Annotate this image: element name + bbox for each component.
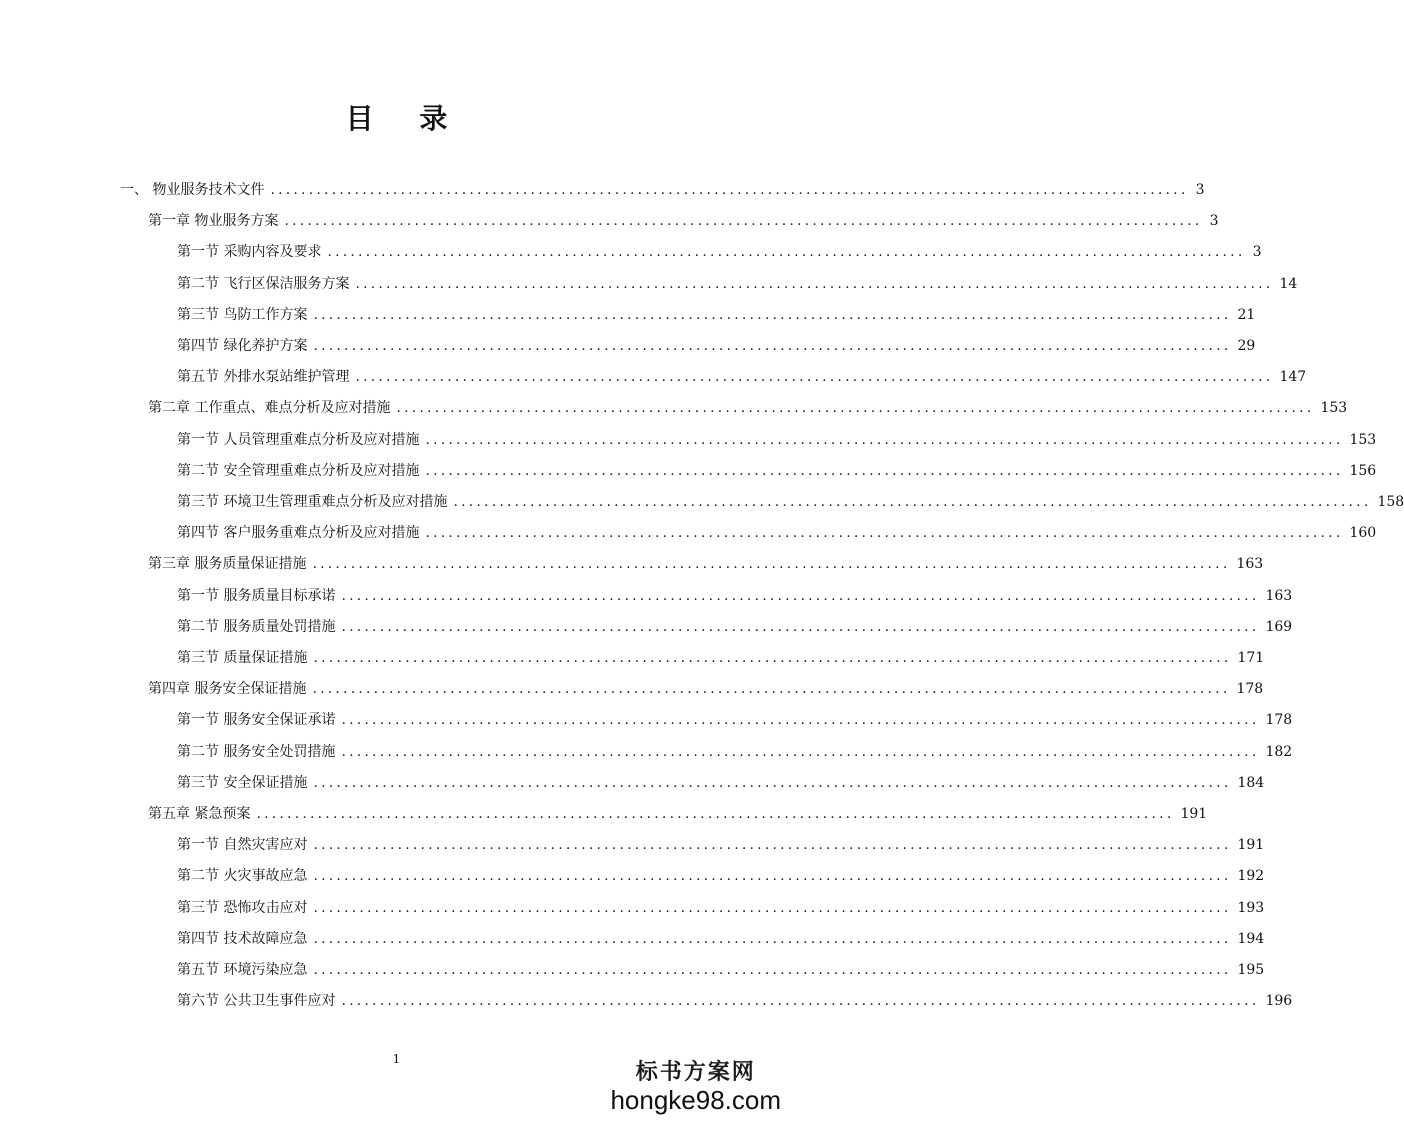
toc-entry-page: 194: [1237, 930, 1265, 947]
toc-leader-dots: ........................................................................................................................: [313, 338, 1232, 354]
toc-entry[interactable]: [177, 274, 1298, 294]
toc-leader-dots: ........................................................................................................................: [313, 306, 1232, 323]
toc-leader-dots: ........................................................................................................................: [355, 275, 1274, 292]
toc-entry-label: 第一章 物业服务方案: [148, 213, 279, 230]
toc-entry-page: 192: [1237, 868, 1265, 885]
toc-entry[interactable]: [177, 367, 1307, 387]
toc-entry[interactable]: [177, 929, 1265, 949]
toc-entry-page: 3: [1195, 182, 1205, 198]
toc-entry-label: 第五节 环境污染应急: [177, 962, 308, 978]
toc-leader-dots: ........................................................................................................................: [313, 774, 1232, 791]
toc-entry[interactable]: [177, 242, 1262, 262]
toc-entry[interactable]: [177, 336, 1256, 356]
toc-entry[interactable]: [177, 991, 1293, 1011]
toc-leader-dots: ........................................................................................................................: [425, 525, 1344, 542]
toc-entry-label: 第三节 安全保证措施: [177, 774, 308, 791]
watermark-brand: 标书方案网: [635, 1060, 756, 1085]
toc-entry-page: 160: [1349, 525, 1377, 542]
toc-entry-page: 178: [1265, 712, 1293, 729]
toc-entry-page: 163: [1236, 556, 1264, 573]
toc-entry-label: 第二节 服务安全处罚措施: [177, 743, 336, 760]
toc-entry[interactable]: [177, 492, 1404, 512]
toc-entry-page: 191: [1237, 837, 1265, 854]
toc-entry[interactable]: [177, 742, 1293, 762]
toc-leader-dots: ........................................................................................................................: [312, 556, 1231, 573]
toc-entry-page: 3: [1252, 244, 1262, 261]
toc-entry[interactable]: [177, 773, 1265, 793]
toc-entry-page: 184: [1237, 774, 1265, 791]
toc-entry[interactable]: [177, 960, 1265, 980]
toc-entry[interactable]: [177, 461, 1377, 481]
toc-leader-dots: ........................................................................................................................: [312, 681, 1231, 698]
toc-entry-label: 第四节 技术故障应急: [177, 930, 308, 947]
toc-entry-page: 191: [1180, 806, 1208, 822]
toc-leader-dots: ........................................................................................................................: [453, 494, 1372, 510]
toc-leader-dots: ........................................................................................................................: [313, 837, 1232, 854]
toc-entry-label: 第二节 飞行区保洁服务方案: [177, 275, 350, 292]
toc-entry-page: 147: [1279, 369, 1307, 386]
toc-entry[interactable]: [148, 211, 1219, 231]
toc-entry-label: 第四章 服务安全保证措施: [148, 681, 307, 698]
watermark-url: hongke98.com: [610, 1085, 781, 1115]
toc-entry[interactable]: [177, 710, 1293, 730]
toc-entry-page: 3: [1209, 213, 1219, 230]
toc-entry-label: 第一节 自然灾害应对: [177, 837, 308, 854]
toc-entry-label: 第四节 客户服务重难点分析及应对措施: [177, 525, 420, 542]
toc-entry[interactable]: [177, 617, 1293, 637]
toc-entry-page: 156: [1349, 462, 1377, 479]
toc-entry-label: 第三节 环境卫生管理重难点分析及应对措施: [177, 494, 448, 510]
toc-leader-dots: ........................................................................................................................: [341, 618, 1260, 635]
toc-entry[interactable]: [177, 866, 1265, 886]
toc-entry-label: 第四节 绿化养护方案: [177, 338, 308, 354]
toc-entry[interactable]: [177, 305, 1256, 325]
toc-entry-label: 第二节 服务质量处罚措施: [177, 618, 336, 635]
toc-entry[interactable]: [148, 679, 1264, 699]
toc-title: 目 录: [345, 102, 466, 135]
toc-leader-dots: ........................................................................................................................: [313, 899, 1232, 916]
toc-entry-page: 195: [1237, 962, 1265, 978]
toc-entry-label: 第一节 人员管理重难点分析及应对措施: [177, 431, 420, 448]
toc-entry-label: 第二节 火灾事故应急: [177, 868, 308, 885]
toc-entry-page: 153: [1349, 431, 1377, 448]
toc-entry[interactable]: [148, 554, 1264, 574]
toc-entry-label: 第三章 服务质量保证措施: [148, 556, 307, 573]
toc-entry-page: 21: [1237, 306, 1256, 323]
toc-entry-label: 第二节 安全管理重难点分析及应对措施: [177, 462, 420, 479]
toc-entry-page: 182: [1265, 743, 1293, 760]
toc-leader-dots: ........................................................................................................................: [313, 650, 1232, 666]
toc-leader-dots: ........................................................................................................................: [425, 431, 1344, 448]
toc-entry-page: 14: [1279, 275, 1298, 292]
watermark-logo: [610, 1055, 781, 1114]
toc-entry-label: 第三节 鸟防工作方案: [177, 306, 308, 323]
toc-entry-label: 第五章 紧急预案: [148, 806, 251, 822]
toc-entry-page: 158: [1377, 494, 1404, 510]
toc-entry-label: 第五节 外排水泵站维护管理: [177, 369, 350, 386]
toc-entry-label: 第六节 公共卫生事件应对: [177, 993, 336, 1010]
toc-entry-page: 153: [1320, 400, 1348, 417]
toc-entry-page: 193: [1237, 899, 1265, 916]
toc-entry-page: 169: [1265, 618, 1293, 635]
toc-leader-dots: ........................................................................................................................: [341, 712, 1260, 729]
toc-entry-label: 第一节 采购内容及要求: [177, 244, 322, 261]
toc-entry-page: 178: [1236, 681, 1264, 698]
toc-entry-page: 171: [1237, 650, 1265, 666]
page-number: 1: [392, 1052, 401, 1066]
toc-leader-dots: ........................................................................................................................: [284, 213, 1203, 230]
toc-leader-dots: ........................................................................................................................: [341, 993, 1260, 1010]
toc-leader-dots: ........................................................................................................................: [396, 400, 1315, 417]
toc-entry[interactable]: [177, 430, 1377, 450]
toc-leader-dots: ........................................................................................................................: [425, 462, 1344, 479]
toc-entry-label: 第一节 服务质量目标承诺: [177, 587, 336, 604]
toc-entry[interactable]: [177, 898, 1265, 918]
toc-leader-dots: ........................................................................................................................: [256, 806, 1175, 822]
toc-entry[interactable]: [177, 523, 1377, 543]
toc-leader-dots: ........................................................................................................................: [270, 182, 1189, 198]
toc-entry-page: 196: [1265, 993, 1293, 1010]
toc-entry-label: 第一节 服务安全保证承诺: [177, 712, 336, 729]
toc-entry-label: 一、 物业服务技术文件: [120, 182, 265, 198]
toc-entry-label: 第二章 工作重点、难点分析及应对措施: [148, 400, 391, 417]
toc-entry[interactable]: [177, 586, 1293, 606]
toc-entry[interactable]: [177, 648, 1265, 668]
toc-entry-page: 29: [1237, 338, 1256, 354]
toc-entry[interactable]: [177, 835, 1265, 855]
toc-leader-dots: ........................................................................................................................: [313, 930, 1232, 947]
toc-entry[interactable]: [120, 180, 1205, 200]
toc-leader-dots: ........................................................................................................................: [313, 868, 1232, 885]
toc-entry[interactable]: [148, 804, 1208, 824]
toc-leader-dots: ........................................................................................................................: [341, 743, 1260, 760]
toc-leader-dots: ........................................................................................................................: [327, 244, 1246, 261]
toc-leader-dots: ........................................................................................................................: [355, 369, 1274, 386]
toc-entry[interactable]: [148, 398, 1348, 418]
toc-leader-dots: ........................................................................................................................: [341, 587, 1260, 604]
toc-entry-label: 第三节 恐怖攻击应对: [177, 899, 308, 916]
toc-entry-label: 第三节 质量保证措施: [177, 650, 308, 666]
toc-entry-page: 163: [1265, 587, 1293, 604]
toc-leader-dots: ........................................................................................................................: [313, 962, 1232, 978]
